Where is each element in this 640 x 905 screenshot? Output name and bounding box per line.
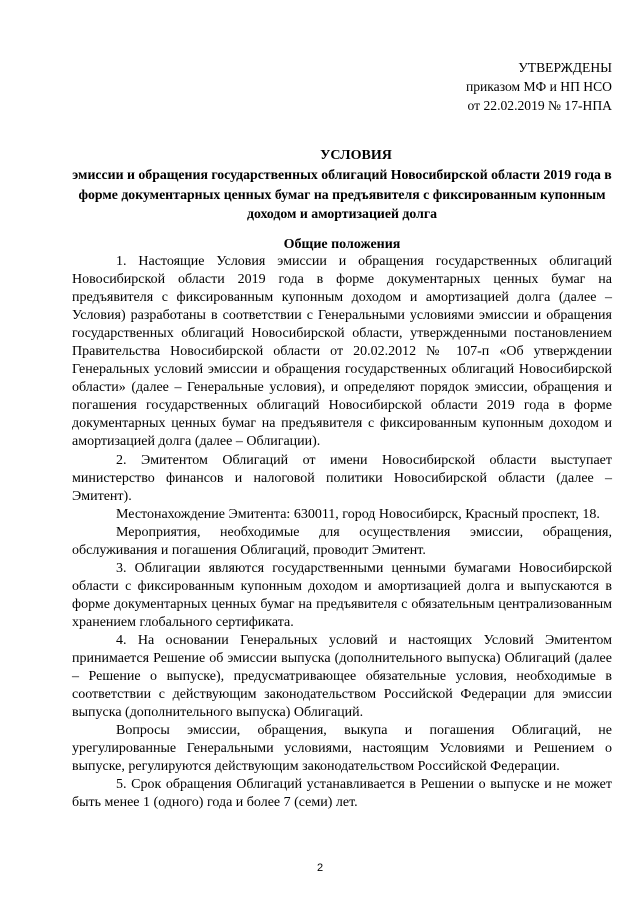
paragraph: 4. На основании Генеральных условий и настоящих Условий Эмитентом принимается Решение об эмиссии выпуска (дополнительного выпуска) Облигаций (далее – Решение о выпуске), предусматривающее обязательные условия, необходимые в соответствии с действующим законодательством Российской Федерации для эмиссии выпуска (дополнительного выпуска) Облигаций.	[72, 632, 612, 721]
paragraph: 2. Эмитентом Облигаций от имени Новосибирской области выступает министерство финансов и налоговой политики Новосибирской области (далее – Эмитент).	[72, 452, 612, 504]
section-title: Общие положения	[283, 237, 401, 252]
document-subtitle: эмиссии и обращения государственных облигаций Новосибирской области 2019 года в форме документарных ценных бумаг на предъявителя с фиксированным купонным доходом и амортизацией долга	[72, 167, 612, 221]
approval-line-3: от 22.02.2019 № 17-НПА	[467, 98, 612, 113]
paragraph: 5. Срок обращения Облигаций устанавливается в Решении о выпуске и не может быть менее 1 (одного) года и более 7 (семи) лет.	[72, 777, 612, 811]
document-body	[72, 253, 612, 812]
approval-stamp	[466, 58, 612, 115]
document-title: УСЛОВИЯ	[320, 148, 392, 163]
approval-line-2: приказом МФ и НП НСО	[465, 79, 612, 94]
paragraph: 1. Настоящие Условия эмиссии и обращения государственных облигаций Новосибирской области 2019 года в форме документарных ценных бумаг на предъявителя с фиксированным купонным доходом и амортизацией долга (далее – Условия) разработаны в соответствии с Генеральными условиями эмиссии и обращения государственных облигаций Новосибирской области, утвержденными постановлением Правительства Новосибирской области от 20.02.2012 № 107-п «Об утверждении Генеральных условий эмиссии и обращения государственных облигаций Новосибирской области» (далее – Генеральные условия), и определяют порядок эмиссии, обращения и погашения государственных облигаций Новосибирской области 2019 года в форме документарных ценных бумаг на предъявителя с фиксированным купонным доходом и амортизацией долга (далее – Облигации).	[72, 254, 612, 450]
paragraph: Вопросы эмиссии, обращения, выкупа и погашения Облигаций, не урегулированные Генеральными условиями, настоящим Условиями и Решением о выпуске, регулируются действующим законодательством Российской Федерации.	[72, 723, 612, 775]
paragraph: Мероприятия, необходимые для осуществления эмиссии, обращения, обслуживания и погашения Облигаций, проводит Эмитент.	[72, 524, 612, 558]
paragraph: 3. Облигации являются государственными ценными бумагами Новосибирской области с фиксированным купонным доходом и амортизацией долга и выпускаются в форме документарных ценных бумаг на предъявителя с обязательным централизованным хранением глобального сертификата.	[72, 560, 612, 630]
page-number: 2	[316, 862, 324, 874]
approval-line-1: УТВЕРЖДЕНЫ	[518, 60, 612, 75]
paragraph: Местонахождение Эмитента: 630011, город Новосибирск, Красный проспект, 18.	[116, 506, 600, 522]
